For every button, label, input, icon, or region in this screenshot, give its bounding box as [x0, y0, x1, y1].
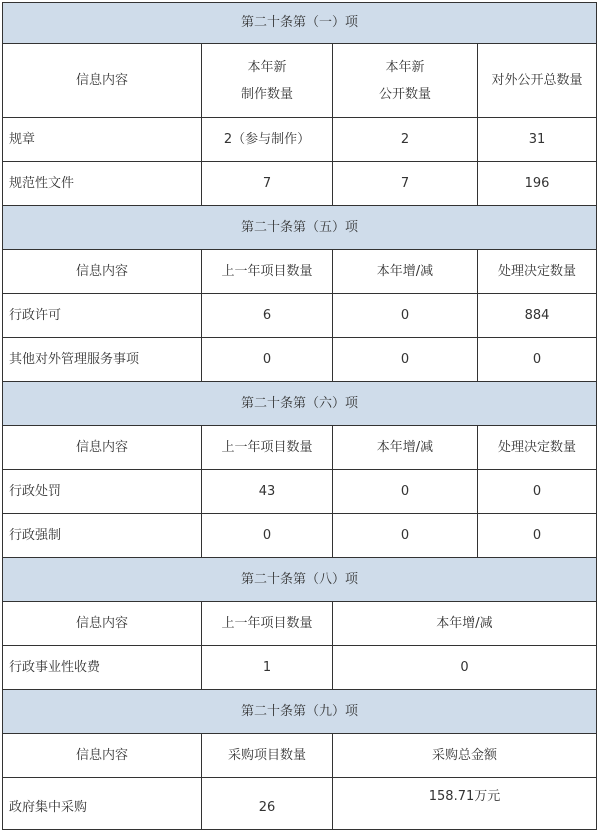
header-cell: 采购项目数量 — [202, 734, 333, 778]
header-cell: 上一年项目数量 — [202, 426, 333, 470]
table-cell: 26 — [202, 778, 333, 830]
table-row — [2, 470, 597, 514]
table-cell: 158.71万元 — [333, 778, 597, 830]
header-cell: 本年新 公开数量 — [333, 44, 478, 118]
header-cell: 信息内容 — [2, 426, 202, 470]
header-cell: 本年新 制作数量 — [202, 44, 333, 118]
table-row — [2, 646, 597, 690]
table-cell: 2（参与制作） — [202, 118, 333, 162]
table-cell: 0 — [333, 338, 478, 382]
table-cell: 43 — [202, 470, 333, 514]
table-cell: 31 — [478, 118, 597, 162]
table-header-row — [2, 44, 597, 118]
section-header — [2, 382, 597, 426]
header-cell: 本年增/减 — [333, 602, 597, 646]
table-cell: 0 — [333, 514, 478, 558]
table-row — [2, 338, 597, 382]
header-cell: 信息内容 — [2, 734, 202, 778]
header-cell: 本年增/减 — [333, 250, 478, 294]
header-cell: 信息内容 — [2, 44, 202, 118]
header-cell: 信息内容 — [2, 250, 202, 294]
row-label: 其他对外管理服务事项 — [2, 338, 202, 382]
section-header — [2, 2, 597, 44]
table-cell: 0 — [478, 514, 597, 558]
header-cell: 信息内容 — [2, 602, 202, 646]
table-cell: 1 — [202, 646, 333, 690]
table-header-row — [2, 426, 597, 470]
table-row — [2, 514, 597, 558]
table-header-row — [2, 734, 597, 778]
table-cell: 0 — [478, 470, 597, 514]
section-header — [2, 690, 597, 734]
section-title: 第二十条第（九）项 — [2, 690, 597, 734]
table-cell: 0 — [333, 646, 597, 690]
header-cell: 对外公开总数量 — [478, 44, 597, 118]
header-cell: 上一年项目数量 — [202, 602, 333, 646]
header-cell: 上一年项目数量 — [202, 250, 333, 294]
section-title: 第二十条第（一）项 — [2, 3, 597, 44]
header-cell: 本年增/减 — [333, 426, 478, 470]
table-row — [2, 162, 597, 206]
table-row — [2, 778, 597, 830]
section-title: 第二十条第（六）项 — [2, 382, 597, 426]
row-label: 规范性文件 — [2, 162, 202, 206]
row-label: 行政许可 — [2, 294, 202, 338]
row-label: 行政强制 — [2, 514, 202, 558]
table-cell: 884 — [478, 294, 597, 338]
row-label: 规章 — [2, 118, 202, 162]
section-title: 第二十条第（八）项 — [2, 558, 597, 602]
table-cell: 0 — [478, 338, 597, 382]
table-cell: 0 — [333, 294, 478, 338]
table-cell: 0 — [202, 338, 333, 382]
table-cell: 7 — [202, 162, 333, 206]
table-cell: 0 — [202, 514, 333, 558]
section-header — [2, 558, 597, 602]
table-cell: 7 — [333, 162, 478, 206]
header-cell: 处理决定数量 — [478, 250, 597, 294]
table-header-row — [2, 250, 597, 294]
table-row — [2, 294, 597, 338]
table-cell: 0 — [333, 470, 478, 514]
header-cell: 处理决定数量 — [478, 426, 597, 470]
table-cell: 2 — [333, 118, 478, 162]
table-header-row — [2, 602, 597, 646]
table-cell: 196 — [478, 162, 597, 206]
table-row — [2, 118, 597, 162]
row-label: 政府集中采购 — [2, 778, 202, 830]
section-header — [2, 206, 597, 250]
row-label: 行政事业性收费 — [2, 646, 202, 690]
section-title: 第二十条第（五）项 — [2, 206, 597, 250]
row-label: 行政处罚 — [2, 470, 202, 514]
table-cell: 6 — [202, 294, 333, 338]
header-cell: 采购总金额 — [333, 734, 597, 778]
